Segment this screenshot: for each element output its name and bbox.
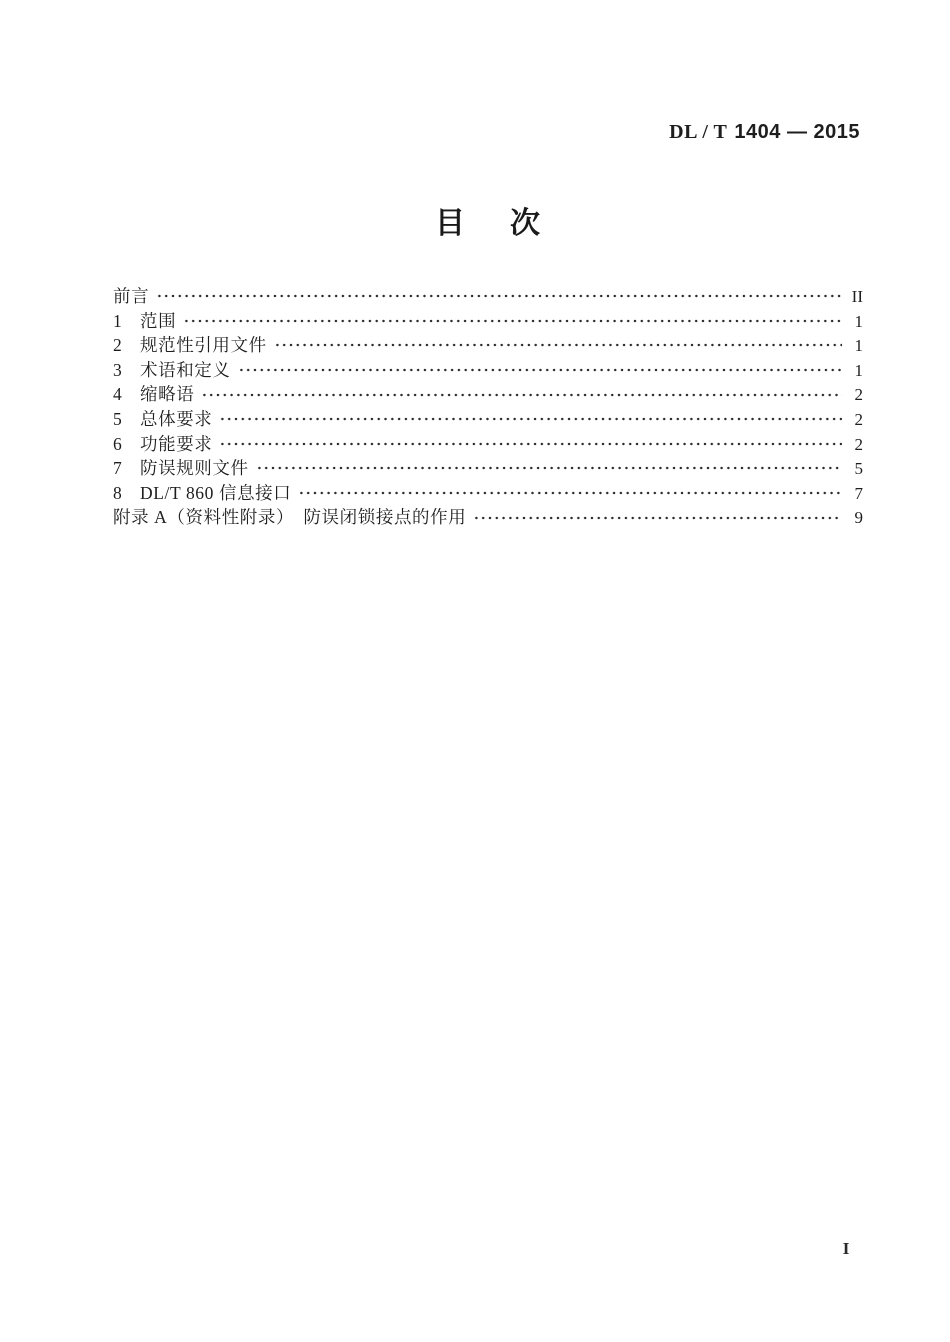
page-title: 目次	[435, 207, 585, 240]
toc-entry-page: 1	[854, 311, 863, 331]
dot-leader	[219, 410, 842, 428]
toc-entry	[113, 432, 863, 457]
toc-entry-number: 6	[113, 433, 122, 454]
toc-entry-number: 3	[113, 359, 122, 380]
toc-entry-page: II	[851, 287, 863, 306]
toc-entry	[113, 358, 863, 383]
toc-entry-number: 1	[113, 310, 122, 331]
toc-entry-page: 7	[854, 483, 863, 503]
dot-leader	[256, 459, 842, 477]
toc-entry-page: 2	[854, 409, 863, 429]
toc-entry-page: 1	[854, 336, 863, 356]
toc-entry	[113, 382, 863, 407]
dot-leader	[201, 386, 842, 404]
toc-entry-number: 2	[113, 335, 122, 356]
toc-entry-number: 7	[113, 458, 122, 479]
toc-entry-label: 总体要求	[140, 408, 213, 429]
toc-entry	[113, 333, 863, 358]
toc-entry-page: 2	[854, 385, 863, 405]
dot-leader	[156, 287, 842, 305]
toc-entry	[113, 456, 863, 481]
toc-entry-page: 1	[854, 360, 863, 380]
toc-entry	[113, 309, 863, 334]
toc-entry	[113, 407, 863, 432]
toc-entry-page: 5	[854, 459, 863, 479]
toc-entry	[113, 481, 863, 506]
toc-entry-label: 附录 A（资料性附录） 防误闭锁接点的作用	[113, 507, 467, 528]
toc-entry-label: DL/T 860 信息接口	[140, 482, 292, 503]
footer-page-number: I	[842, 1239, 850, 1258]
table-of-contents	[113, 284, 863, 530]
toc-entry	[113, 505, 863, 530]
standard-code-number: 1404 — 2015	[734, 121, 860, 143]
dot-leader	[219, 435, 842, 453]
dot-leader	[183, 312, 842, 330]
dot-leader	[473, 509, 842, 527]
toc-entry-label: 规范性引用文件	[140, 335, 267, 356]
standard-code	[113, 121, 860, 144]
dot-leader	[274, 336, 842, 354]
toc-entry-label: 功能要求	[140, 433, 213, 454]
toc-entry	[113, 284, 863, 309]
toc-entry-label: 术语和定义	[140, 359, 231, 380]
toc-entry-number: 8	[113, 482, 122, 503]
toc-entry-number: 5	[113, 408, 122, 429]
toc-entry-page: 9	[854, 508, 863, 528]
toc-entry-label: 防误规则文件	[140, 458, 249, 479]
standard-code-prefix: DL / T	[669, 121, 728, 143]
dot-leader	[238, 361, 843, 379]
dot-leader	[298, 484, 842, 502]
toc-entry-label: 缩略语	[140, 384, 195, 405]
toc-entry-label: 前言	[113, 286, 150, 306]
toc-entry-label: 范围	[140, 310, 177, 331]
toc-entry-page: 2	[854, 434, 863, 454]
toc-entry-number: 4	[113, 384, 122, 405]
